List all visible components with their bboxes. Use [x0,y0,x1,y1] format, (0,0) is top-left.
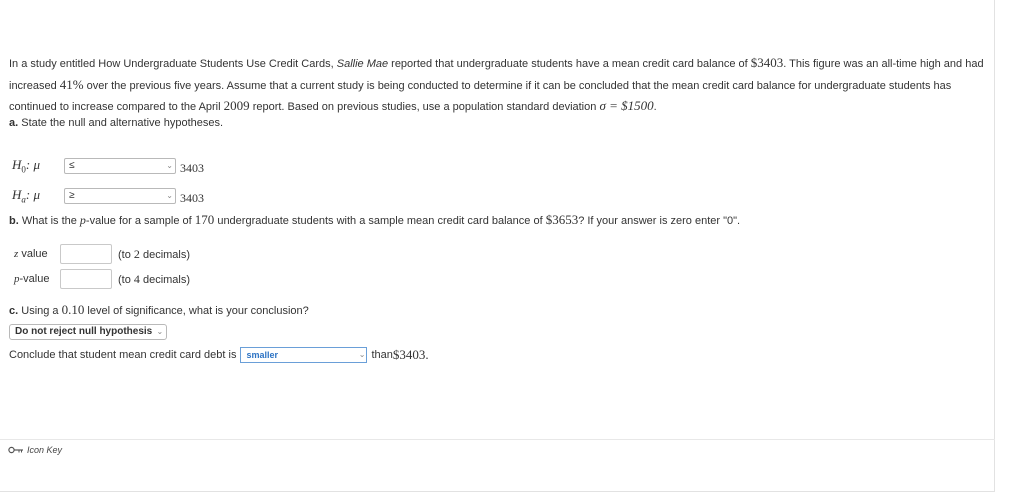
direction-select[interactable] [240,347,367,363]
p-value-input[interactable] [60,269,112,289]
z-value-label [14,248,60,260]
part-b-prefix: b. [9,215,19,227]
intro-mean: $3403 [750,55,784,70]
direction-value: smaller [246,350,278,360]
than-text: than [371,349,393,361]
ha-label [12,187,64,205]
part-c-text-2: level of significance, what is your conclusion? [84,305,309,317]
part-b-text-4: ? If your answer is zero enter "0". [578,215,741,227]
chevron-down-icon: ⌄ [166,190,173,200]
h0-row [12,155,204,176]
intro-source: Sallie Mae [336,58,389,70]
z-value-input[interactable] [60,244,112,264]
conclusion-select[interactable] [9,324,167,340]
p-note-n: 4 [133,271,140,286]
p-var: p [14,273,20,285]
intro-text-5: report. Based on previous studies, use a population standard deviation [249,101,600,113]
part-a-question [9,117,223,129]
z-note-n: 2 [133,246,140,261]
icon-key-label: Icon Key [27,445,63,455]
part-b-text-3: undergraduate students with a sample mean credit card balance of [214,215,546,227]
intro-text-4: over the previous five years. Assume that a current study is being conducted to determine if it can be concluded that the mean credit card balance for undergraduate students has continued to increase compared to the April [9,79,952,113]
h0-label [12,157,64,175]
z-label-text: value [18,248,48,260]
problem-intro [9,53,994,118]
part-b-xbar: $3653 [545,212,579,227]
z-var: z [14,248,19,260]
conclude-text: Conclude that student mean credit card debt is [9,349,237,361]
h0-operator-value: ≤ [69,159,75,171]
z-note-b: decimals) [139,248,191,261]
chevron-down-icon: ⌄ [166,160,173,170]
chevron-down-icon: ⌄ [156,327,164,336]
part-c-alpha: 0.10 [61,302,85,317]
h0-label-main: H [12,156,22,172]
ha-label-main: H [12,186,22,202]
key-icon [8,446,24,454]
intro-percent: 41% [59,76,84,92]
intro-text-6: . [653,101,657,113]
part-b-text-2: -value for a sample of [85,215,195,227]
part-c-prefix: c. [9,305,19,317]
conclude-line [9,347,429,363]
than-value: $3403. [392,347,429,362]
p-value-note [118,272,190,287]
p-value-label [14,273,60,285]
part-c-question [9,302,309,318]
z-value-note [118,247,190,262]
intro-sigma: σ = $1500 [599,98,654,113]
p-note-a: (to [118,273,134,286]
conclusion-value: Do not reject null hypothesis [15,326,153,337]
ha-operator-select[interactable] [64,188,176,204]
h0-operator-select[interactable] [64,158,176,174]
ha-label-rest: : μ [25,186,40,202]
intro-text-2: reported that undergraduate students have a mean credit card balance of [388,58,751,70]
part-b-n: 170 [194,212,215,227]
footer-divider [0,439,995,440]
p-label-text: -value [19,273,50,285]
ha-operator-value: ≥ [69,189,75,201]
h0-label-rest: : μ [25,156,40,172]
p-note-b: decimals) [139,273,191,286]
part-b-p-var: p [79,213,86,227]
part-b-text-1: What is the [18,215,80,227]
p-value-row [14,269,190,289]
ha-label-sub: a [21,194,26,205]
part-a-prefix: a. [9,117,19,129]
part-c-text-1: Using a [18,305,62,317]
chevron-down-icon: ⌄ [358,350,366,359]
part-b-question [9,212,740,228]
ha-row [12,185,204,206]
ha-value: 3403 [180,191,204,205]
h0-value: 3403 [180,161,204,175]
part-a-text: State the null and alternative hypotheses. [18,117,224,129]
z-note-a: (to [118,248,134,261]
intro-text-3: . This figure was an all-time high and had increased [9,58,984,92]
intro-text-1: In a study entitled How Undergraduate Students Use Credit Cards, [9,58,337,70]
z-value-row [14,244,190,264]
icon-key-link[interactable] [8,445,62,455]
intro-year: 2009 [223,98,250,113]
h0-label-sub: 0 [21,164,26,175]
